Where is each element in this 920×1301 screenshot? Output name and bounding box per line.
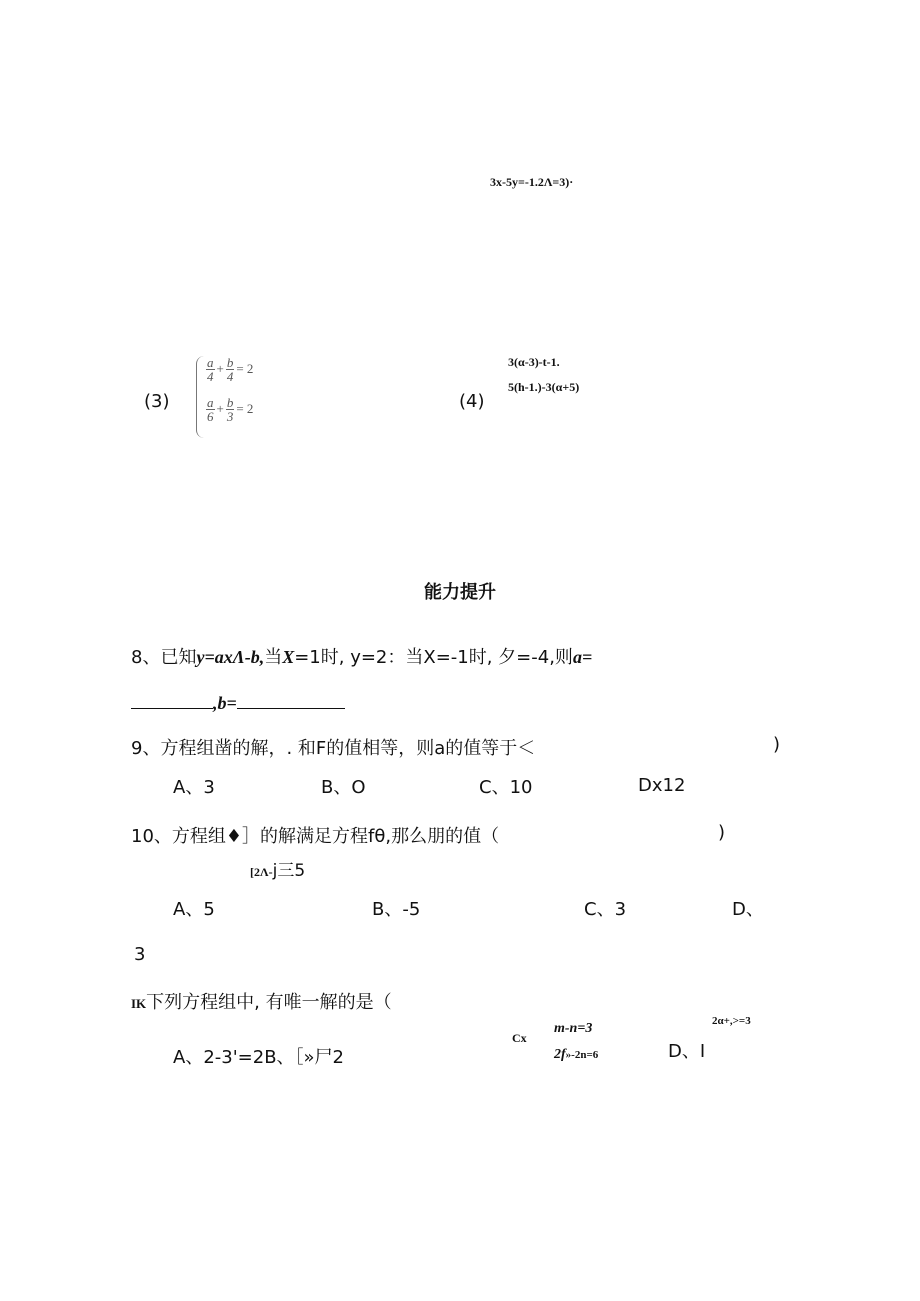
question-10-stem: 10、方程组♦］的解满足方程fθ,那么朋的值（ [131,826,500,847]
answer-blank-b[interactable] [237,690,345,709]
question-8-blanks: ,b= [131,690,345,714]
question-9-close: ) [773,734,781,755]
q11-option-c-line2: 2f»-2n=6 [554,1047,599,1062]
section-title: 能力提升 [424,582,496,603]
question-10-close: ) [718,822,726,843]
q9-option-c: C、10 [479,777,533,798]
q11-option-d-top: 2α+,>=3 [712,1015,751,1027]
q9-option-d: Dx12 [638,775,686,796]
q10-option-d: D、 [732,899,764,920]
item-3-system [206,356,253,422]
q11-option-c-label: Cx [512,1031,527,1045]
q9-option-b: B、O [321,777,366,798]
item-3-eq1: $\frac{a}{4}$ + $\frac{b}{4}$ = 2 [207,354,254,384]
item-4-label: (4) [459,391,485,412]
item-4-line2: 5(h-1.)-3(α+5) [508,380,580,394]
system-brace-3 [196,356,205,438]
item-3-label: (3) [144,391,170,412]
item-4-line1: 3(α-3)-t-1. [508,355,560,369]
top-equation: 3x-5y=-1.2Λ=3)· [490,175,574,189]
q10-option-d-value: 3 [134,944,146,965]
fraction: $\frac{a}{4}$ [207,354,214,384]
question-8: 8、已知y=axΛ-b,当X=1时, y=2：当X=-1时, 夕=-4,则a= [131,647,593,668]
q10-option-c: C、3 [584,899,627,920]
answer-blank-a[interactable] [131,690,213,709]
fraction: $\frac{b}{4}$ [226,354,234,384]
q10-option-a: A、5 [173,899,215,920]
q11-option-ab: A、2-3'=2B、［»尸2 [173,1047,345,1068]
question-10-sub: [2Λ-j三5 [250,861,306,881]
fraction: $\frac{b}{3}$ [226,394,234,424]
question-9-stem: 9、方程组凿的解，. 和F的值相等，则a的值等于＜ [131,738,536,759]
fraction: $\frac{a}{6}$ [207,394,214,424]
item-3-eq2: $\frac{a}{6}$ + $\frac{b}{3}$ = 2 [207,394,254,424]
q11-option-c-line1: m-n=3 [554,1021,593,1036]
q10-option-b: B、-5 [372,899,421,920]
q11-option-d: D、I [668,1041,706,1062]
question-11-stem: IK下列方程组中, 有唯一解的是（ [131,992,392,1013]
q9-option-a: A、3 [173,777,215,798]
